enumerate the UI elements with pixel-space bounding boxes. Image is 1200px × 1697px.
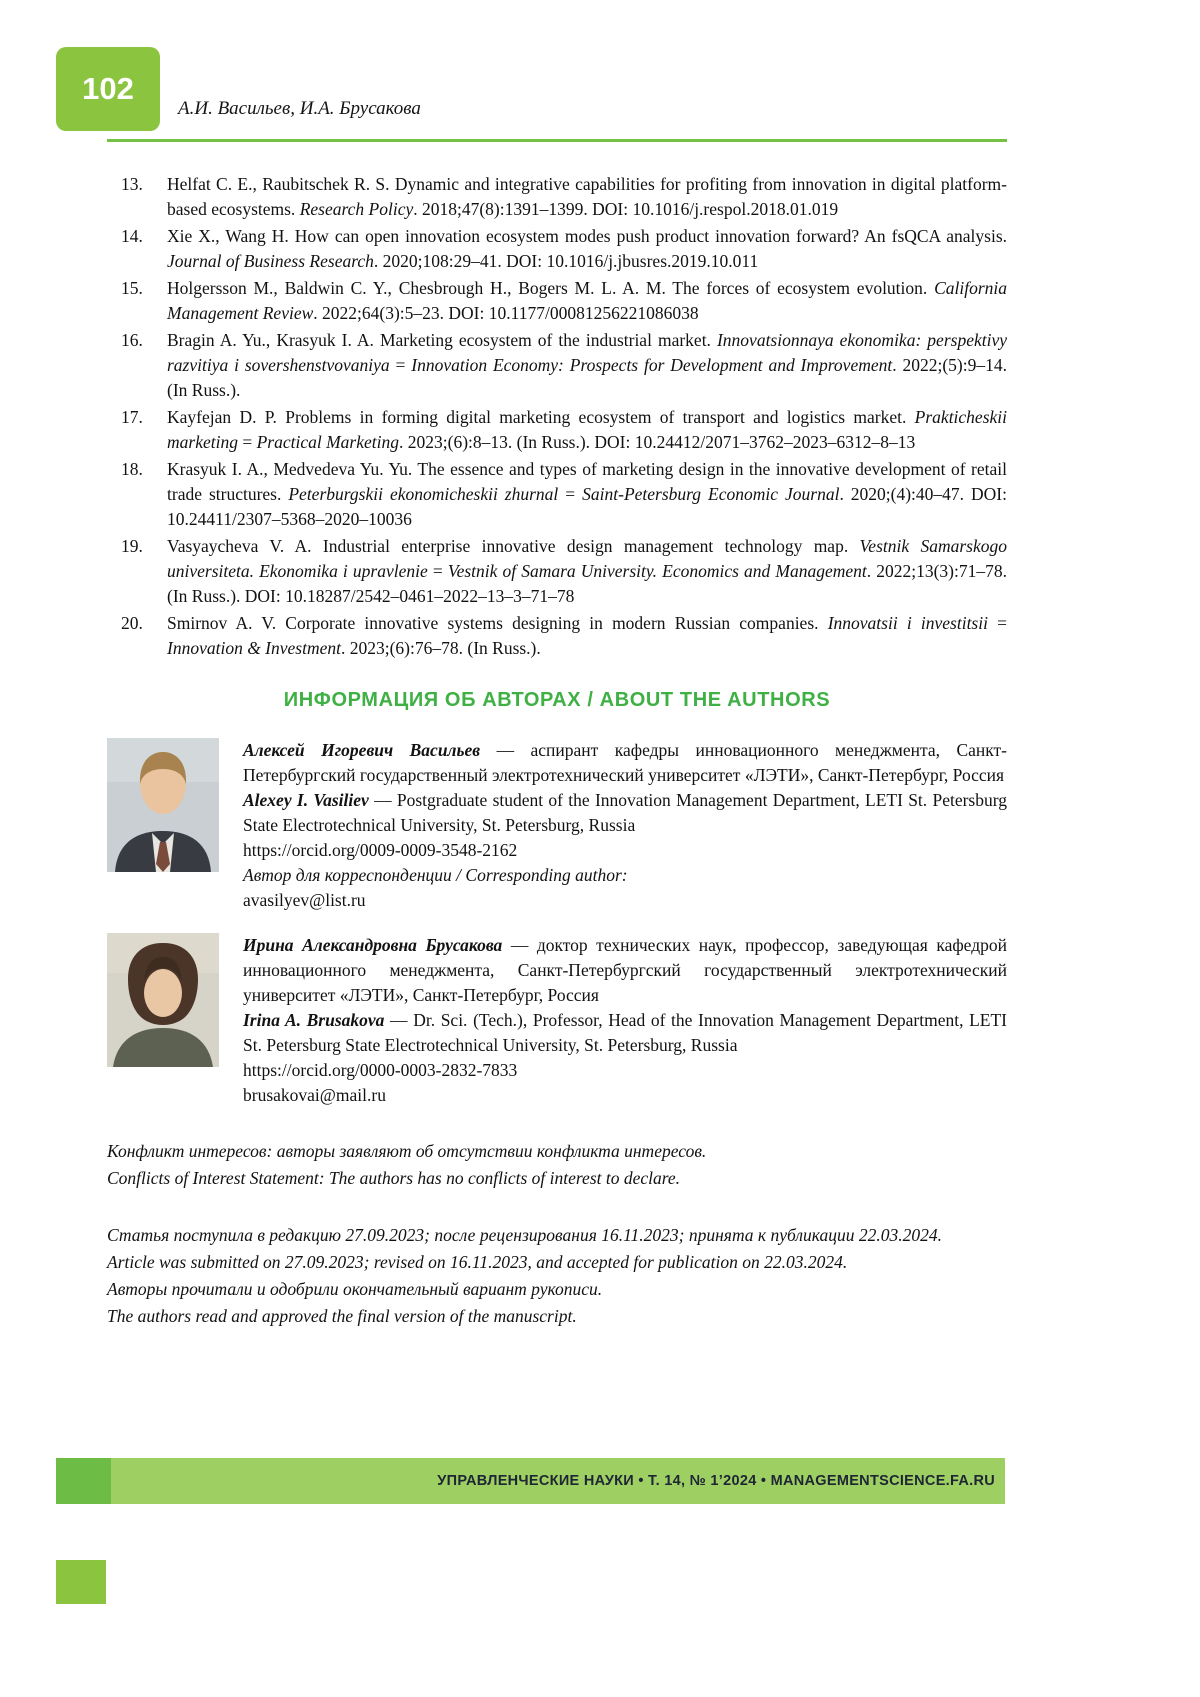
text-segment: = xyxy=(427,561,448,581)
female-portrait-image xyxy=(107,933,219,1067)
author-bio-vasiliev xyxy=(243,738,1007,913)
article-history-block xyxy=(107,1222,1007,1330)
author-text-line xyxy=(243,738,1007,788)
text-segment: Peterburgskii ekonomicheskii zhurnal xyxy=(288,484,559,504)
author-photo-brusakova xyxy=(107,933,219,1067)
reference-text xyxy=(167,457,1007,532)
author-photo-vasiliev xyxy=(107,738,219,872)
footer-bar xyxy=(56,1458,1005,1504)
text-segment: Smirnov A. V. Corporate innovative systems designing in modern Russian companies. xyxy=(167,613,828,633)
author-bio-brusakova xyxy=(243,933,1007,1108)
reference-number: 15. xyxy=(121,278,143,298)
article-history-ru: Статья поступила в редакцию 27.09.2023; после рецензирования 16.11.2023; принята к публикации 22.03.2024. xyxy=(107,1225,942,1245)
conflict-statement-ru: Конфликт интересов: авторы заявляют об отсутствии конфликта интересов. xyxy=(107,1141,707,1161)
text-segment: Innovation Economy: Prospects for Development and Improvement xyxy=(411,355,893,375)
text-segment: . 2022;13(3):71–78. (In Russ.). DOI: 10.18287/2542–0461–2022–13–3–71–78 xyxy=(167,561,1007,606)
reference-number: 14. xyxy=(121,226,143,246)
text-segment: Holgersson M., Baldwin C. Y., Chesbrough H., Bogers M. L. A. M. The forces of ecosystem evolution. xyxy=(167,278,935,298)
article-history-en: Article was submitted on 27.09.2023; revised on 16.11.2023, and accepted for publication on 22.03.2024. xyxy=(107,1252,848,1272)
reference-text xyxy=(167,611,1007,661)
text-segment: — доктор технических наук, профессор, заведующая кафедрой инновационного менеджмента, Санкт-Петербургский государственный электротехнический университет «ЛЭТИ», Санкт-Петербург, Россия xyxy=(243,935,1007,1005)
reference-text xyxy=(167,405,1007,455)
text-segment: Bragin A. Yu., Krasyuk I. A. Marketing ecosystem of the industrial market. xyxy=(167,330,717,350)
reference-number: 18. xyxy=(121,459,143,479)
text-segment: brusakovai@mail.ru xyxy=(243,1085,386,1105)
reference-item xyxy=(121,328,1007,403)
author-text-line xyxy=(243,1083,1007,1108)
reference-number: 19. xyxy=(121,536,143,556)
text-segment: Innovation & Investment xyxy=(167,638,341,658)
author-block-brusakova xyxy=(107,933,1007,1108)
reference-number: 13. xyxy=(121,174,143,194)
male-portrait-image xyxy=(107,738,219,872)
text-segment: Irina A. Brusakova xyxy=(243,1010,385,1030)
reference-item xyxy=(121,172,1007,222)
text-segment: https://orcid.org/0009-0009-3548-2162 xyxy=(243,840,518,860)
running-head: А.И. Васильев, И.А. Брусакова xyxy=(178,98,421,119)
author-text-line xyxy=(243,1008,1007,1058)
text-segment: — Dr. Sci. (Tech.), Professor, Head of the Innovation Management Department, LETI St. Petersburg State Electrotechnical University, St. Petersburg, Russia xyxy=(243,1010,1007,1055)
reference-item xyxy=(121,457,1007,532)
text-segment: Vasyaycheva V. A. Industrial enterprise innovative design management technology map. xyxy=(167,536,860,556)
text-segment: . 2023;(6):76–78. (In Russ.). xyxy=(340,638,541,658)
text-segment: Автор для корреспонденции / Corresponding author: xyxy=(243,865,628,885)
text-segment: Innovatsii i investitsii xyxy=(827,613,988,633)
text-segment: Alexey I. Vasiliev xyxy=(243,790,369,810)
text-segment: https://orcid.org/0000-0003-2832-7833 xyxy=(243,1060,518,1080)
text-segment: . 2018;47(8):1391–1399. DOI: 10.1016/j.respol.2018.01.019 xyxy=(413,199,839,219)
header-rule xyxy=(107,139,1007,142)
manuscript-approval-ru: Авторы прочитали и одобрили окончательный вариант рукописи. xyxy=(107,1279,603,1299)
text-segment: Алексей Игоревич Васильев xyxy=(243,740,481,760)
text-segment: = xyxy=(389,355,412,375)
author-text-line xyxy=(243,1058,1007,1083)
page-content xyxy=(107,172,1007,1330)
text-segment: Practical Marketing xyxy=(256,432,399,452)
page-number-box xyxy=(56,47,160,131)
reference-text xyxy=(167,328,1007,403)
authors-heading: ИНФОРМАЦИЯ ОБ АВТОРАХ / ABOUT THE AUTHORS xyxy=(283,689,831,711)
reference-item xyxy=(121,611,1007,661)
text-segment: Innovatsionnaya ekonomika: perspektivy razvitiya i sovershenstvovaniya xyxy=(167,330,1007,375)
text-segment: Krasyuk I. A., Medvedeva Yu. Yu. The essence and types of marketing design in the innovative development of retail trade structures. xyxy=(167,459,1007,504)
text-segment: Saint-Petersburg Economic Journal xyxy=(582,484,840,504)
text-segment: Helfat C. E., Raubitschek R. S. Dynamic and integrative capabilities for profiting from innovation in digital platform-based ecosystems. xyxy=(167,174,1007,219)
reference-number: 20. xyxy=(121,613,143,633)
author-block-vasiliev xyxy=(107,738,1007,913)
text-segment: . 2022;(5):9–14. (In Russ.). xyxy=(167,355,1007,400)
text-segment: California Management Review xyxy=(167,278,1007,323)
footer-accent-square xyxy=(56,1458,111,1504)
text-segment: Research Policy xyxy=(299,199,414,219)
reference-item xyxy=(121,276,1007,326)
reference-text xyxy=(167,172,1007,222)
reference-text xyxy=(167,224,1007,274)
text-segment: = xyxy=(987,613,1008,633)
author-text-line xyxy=(243,888,1007,913)
reference-number: 16. xyxy=(121,330,143,350)
author-text-line xyxy=(243,838,1007,863)
text-segment: . 2020;(4):40–47. DOI: 10.24411/2307–5368–2020–10036 xyxy=(167,484,1007,529)
text-segment: Kayfejan D. P. Problems in forming digital marketing ecosystem of transport and logistics market. xyxy=(167,407,915,427)
text-segment: = xyxy=(558,484,583,504)
text-segment: . 2022;64(3):5–23. DOI: 10.1177/00081256221086038 xyxy=(313,303,699,323)
reference-text xyxy=(167,534,1007,609)
reference-number: 17. xyxy=(121,407,143,427)
references-list xyxy=(107,172,1007,661)
text-segment: avasilyev@list.ru xyxy=(243,890,366,910)
text-segment: . 2020;108:29–41. DOI: 10.1016/j.jbusres.2019.10.011 xyxy=(373,251,759,271)
text-segment: Journal of Business Research xyxy=(167,251,374,271)
text-segment: Vestnik Samarskogo universiteta. Ekonomika i upravlenie xyxy=(167,536,1007,581)
author-text-line xyxy=(243,863,1007,888)
bottom-corner-mark xyxy=(56,1560,106,1604)
reference-text xyxy=(167,276,1007,326)
conflict-statement-en: Conflicts of Interest Statement: The authors has no conflicts of interest to declare. xyxy=(107,1168,681,1188)
journal-footline: УПРАВЛЕНЧЕСКИЕ НАУКИ • Т. 14, № 1’2024 • MANAGEMENTSCIENCE.FA.RU xyxy=(437,1473,995,1489)
reference-item xyxy=(121,534,1007,609)
reference-item xyxy=(121,224,1007,274)
text-segment: . 2023;(6):8–13. (In Russ.). DOI: 10.24412/2071–3762–2023–6312–8–13 xyxy=(399,432,916,452)
reference-item xyxy=(121,405,1007,455)
manuscript-approval-en: The authors read and approved the final version of the manuscript. xyxy=(107,1306,577,1326)
text-segment: = xyxy=(237,432,257,452)
conflict-of-interest-block xyxy=(107,1138,1007,1192)
author-text-line xyxy=(243,933,1007,1008)
page-number: 102 xyxy=(82,71,134,106)
text-segment: — аспирант кафедры инновационного менеджмента, Санкт-Петербургский государственный электротехнический университет «ЛЭТИ», Санкт-Петербург, Россия xyxy=(243,740,1007,785)
author-text-line xyxy=(243,788,1007,838)
text-segment: — Postgraduate student of the Innovation Management Department, LETI St. Petersburg State Electrotechnical University, St. Petersburg, Russia xyxy=(243,790,1007,835)
text-segment: Prakticheskii marketing xyxy=(167,407,1007,452)
text-segment: Xie X., Wang H. How can open innovation ecosystem modes push product innovation forward? An fsQCA analysis. xyxy=(167,226,1007,246)
text-segment: Vestnik of Samara University. Economics and Management xyxy=(447,561,867,581)
text-segment: Ирина Александровна Брусакова xyxy=(243,935,503,955)
